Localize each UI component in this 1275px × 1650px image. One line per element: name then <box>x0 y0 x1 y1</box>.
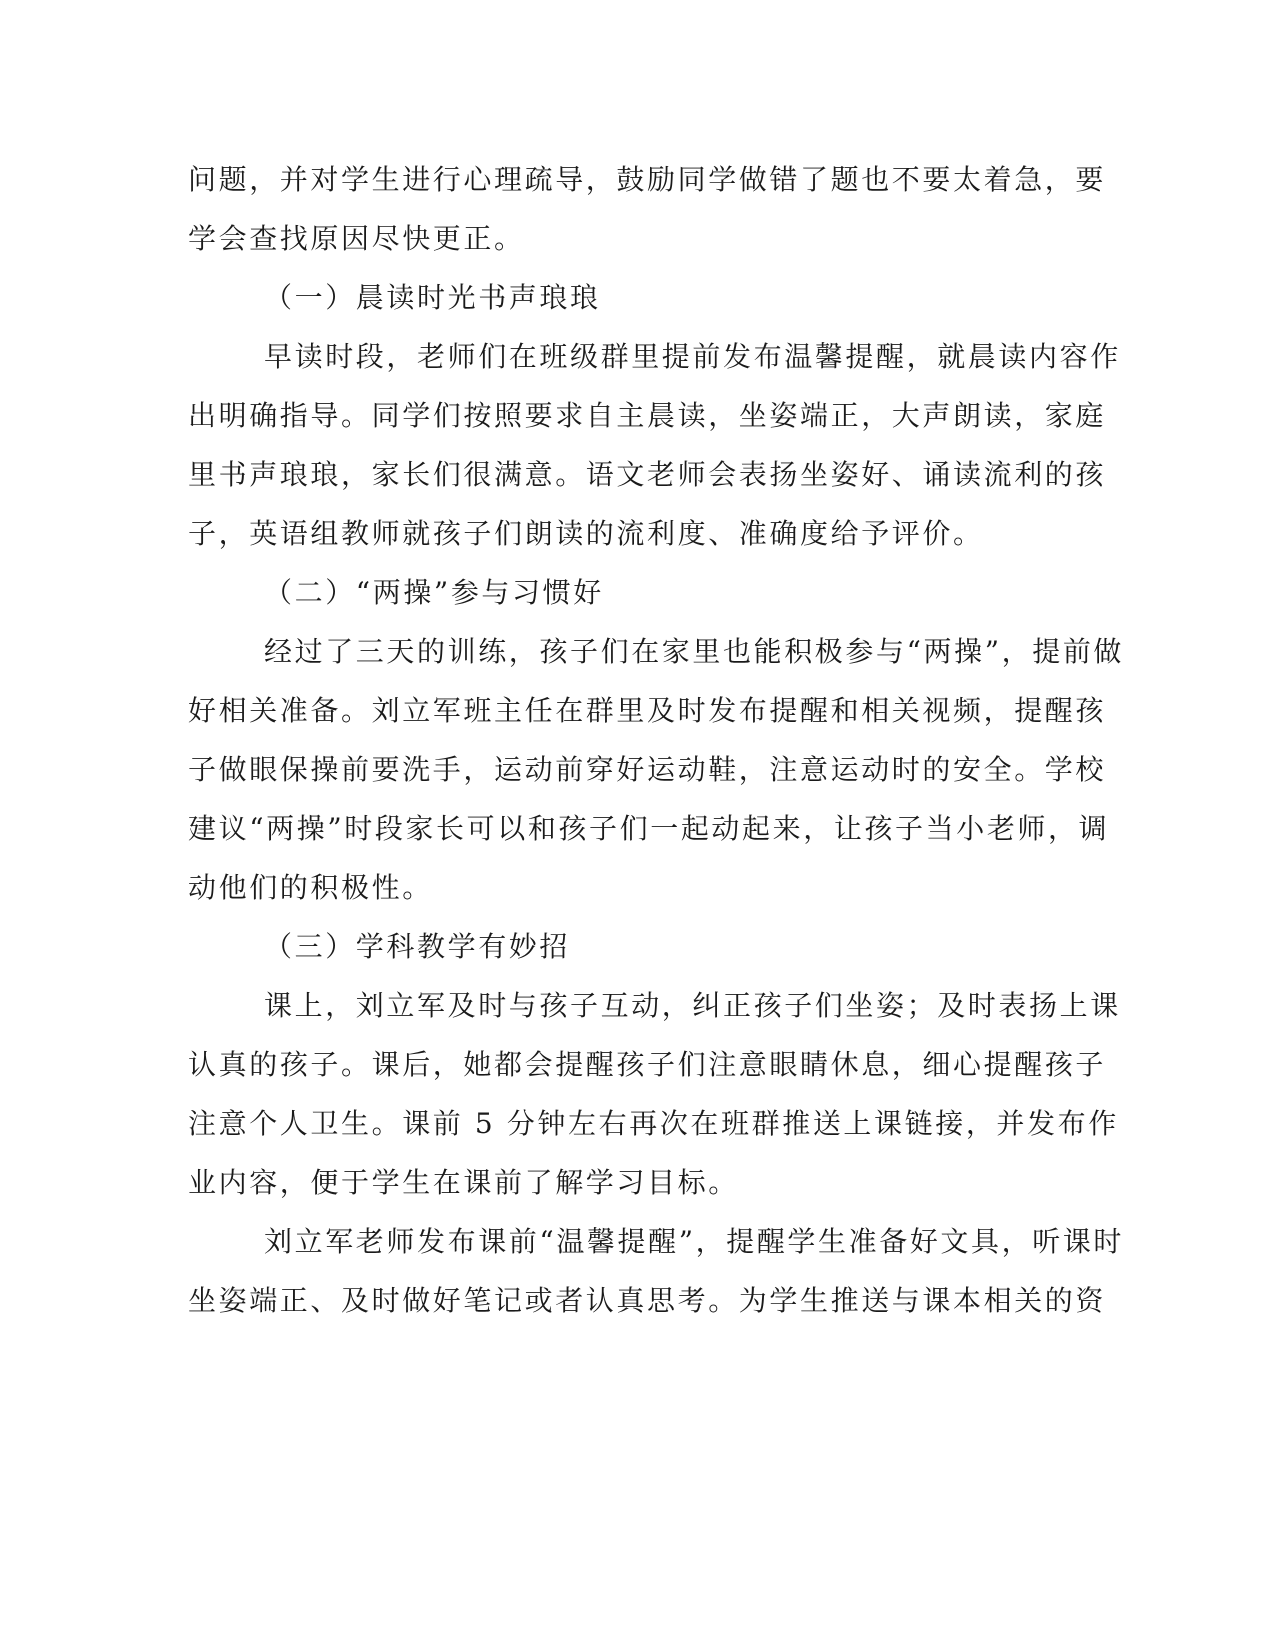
section-heading-2: （二）“两操”参与习惯好 <box>264 576 604 609</box>
paragraph-line: 动他们的积极性。 <box>188 871 433 904</box>
section-heading-1: （一）晨读时光书声琅琅 <box>264 281 601 314</box>
paragraph-line: 学会查找原因尽快更正。 <box>188 222 525 255</box>
paragraph-line: 坐姿端正、及时做好笔记或者认真思考。为学生推送与课本相关的资 <box>188 1284 1107 1317</box>
paragraph-line: 出明确指导。同学们按照要求自主晨读，坐姿端正，大声朗读，家庭 <box>188 399 1107 432</box>
paragraph-line: 注意个人卫生。课前 5 分钟左右再次在班群推送上课链接，并发布作 <box>188 1107 1119 1140</box>
paragraph-line: 子，英语组教师就孩子们朗读的流利度、准确度给予评价。 <box>188 517 984 550</box>
section-heading-3: （三）学科教学有妙招 <box>264 930 571 963</box>
paragraph-line: 课上，刘立军及时与孩子互动，纠正孩子们坐姿；及时表扬上课 <box>264 989 1121 1022</box>
paragraph-line: 建议“两操”时段家长可以和孩子们一起动起来，让孩子当小老师，调 <box>188 812 1110 845</box>
paragraph-line: 业内容，便于学生在课前了解学习目标。 <box>188 1166 739 1199</box>
paragraph-line: 刘立军老师发布课前“温馨提醒”，提醒学生准备好文具，听课时 <box>264 1225 1125 1258</box>
paragraph-line: 子做眼保操前要洗手，运动前穿好运动鞋，注意运动时的安全。学校 <box>188 753 1107 786</box>
paragraph-line: 经过了三天的训练，孩子们在家里也能积极参与“两操”，提前做 <box>264 635 1125 668</box>
paragraph-line: 好相关准备。刘立军班主任在群里及时发布提醒和相关视频，提醒孩 <box>188 694 1107 727</box>
paragraph-line: 问题，并对学生进行心理疏导，鼓励同学做错了题也不要太着急，要 <box>188 163 1107 196</box>
paragraph-line: 早读时段，老师们在班级群里提前发布温馨提醒，就晨读内容作 <box>264 340 1121 373</box>
paragraph-line: 里书声琅琅，家长们很满意。语文老师会表扬坐姿好、诵读流利的孩 <box>188 458 1107 491</box>
paragraph-line: 认真的孩子。课后，她都会提醒孩子们注意眼睛休息，细心提醒孩子 <box>188 1048 1107 1081</box>
